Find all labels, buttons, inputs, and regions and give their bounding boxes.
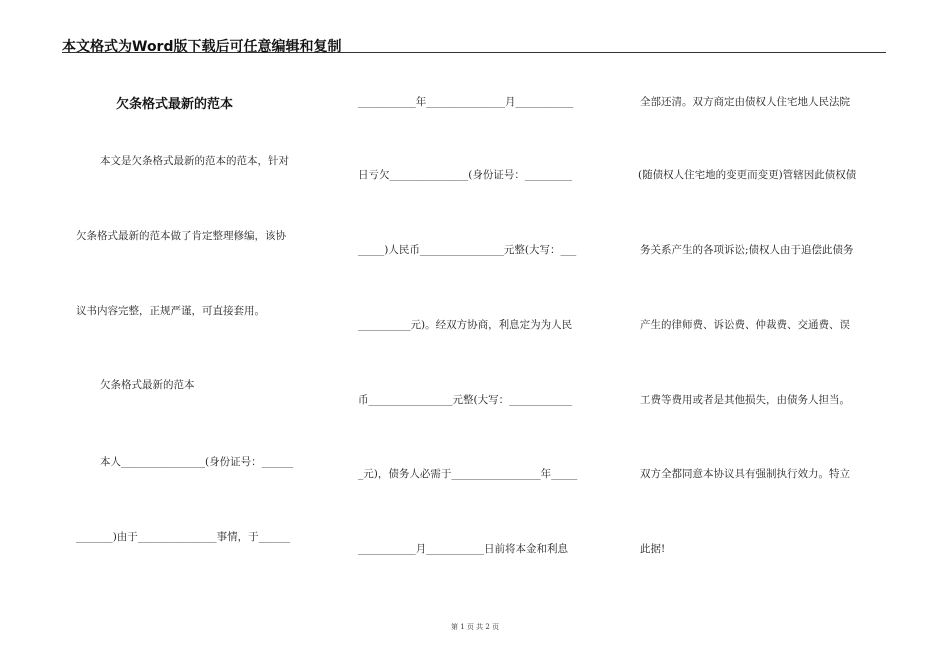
col3-line-6: 双方全都同意本协议具有强制执行效力。特立 [640,468,850,480]
col1-line-5: 本人________________(身份证号：______ [100,456,294,468]
col1-subheading: 欠条格式最新的范本 [100,379,195,391]
col3-line-5: 工费等费用或者是其他损失，由债务人担当。 [640,394,850,406]
col2-line-7: ___________月___________日前将本金和利息 [358,543,568,555]
col1-line-1: 本文是欠条格式最新的范本的范本，针对 [100,155,289,167]
col3-line-3: 务关系产生的各项诉讼;债权人由于追偿此债务 [640,244,854,256]
col3-line-1: 全部还清。双方商定由债权人住宅地人民法院 [640,96,850,108]
col1-line-2: 欠条格式最新的范本做了肯定整理修编，该协 [76,230,286,242]
col1-line-3: 议书内容完整，正规严谨，可直接套用。 [76,305,265,317]
col2-line-4: __________元)。经双方协商，利息定为为人民 [358,319,573,331]
col2-line-3: _____)人民币________________元整(大写：___ [358,244,577,256]
document-title: 欠条格式最新的范本 [116,97,234,112]
banner-divider [62,52,886,53]
document-banner: 本文格式为Word版下载后可任意编辑和复制 [62,39,342,55]
col2-line-6: _元)，债务人必需于_________________年_____ [358,468,578,480]
col3-line-7: 此据! [640,543,666,555]
col2-line-1: ___________年_______________月___________ [358,96,574,108]
col2-line-5: 币________________元整(大写：____________ [358,394,573,406]
col1-line-6: _______)由于_______________事情，于______ [76,531,291,543]
col2-line-2: 日亏欠_______________(身份证号：_________ [358,169,573,181]
col3-line-4: 产生的律师费、诉讼费、仲裁费、交通费、误 [640,319,850,331]
page-number: 第 1 页 共 2 页 [450,623,500,631]
col3-line-2: (随债权人住宅地的变更而变更)管辖因此债权债 [638,169,857,181]
